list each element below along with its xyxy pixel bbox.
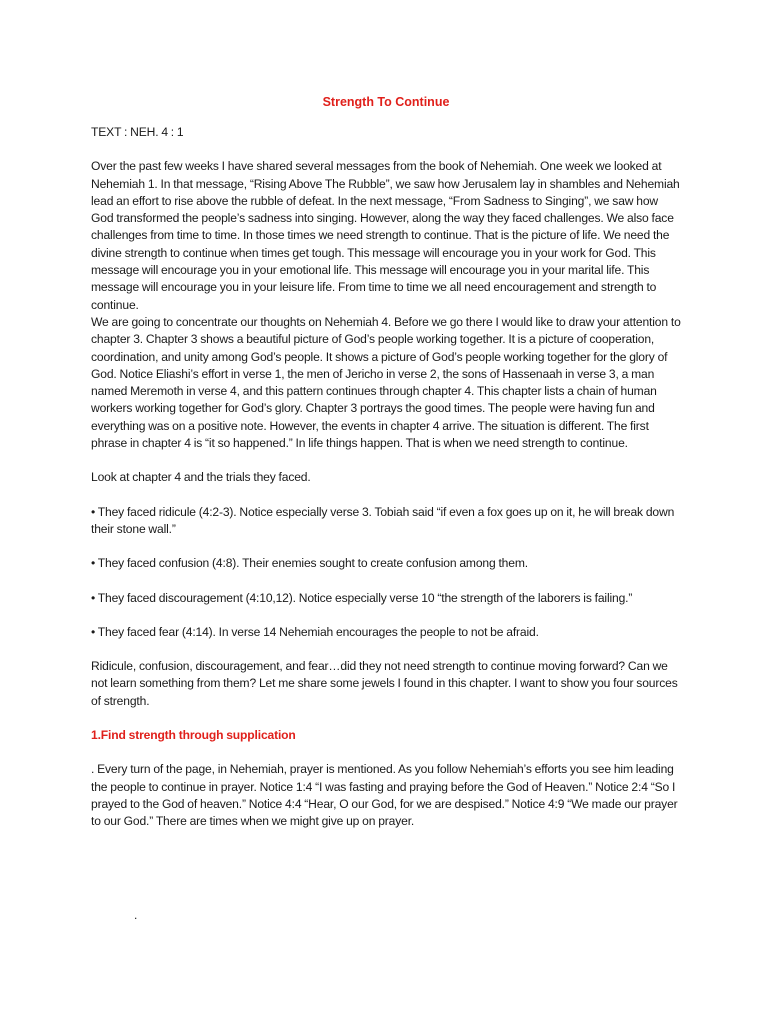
paragraph-intro: Over the past few weeks I have shared several messages from the book of Nehemiah. One week we looked at Nehemiah 1. In that message, “Rising Above The Rubble”, we saw how Jerusalem lay in shambles and Nehemiah lead an effort to rise above the rubble of defeat. In the next message, “From Sadness to Singing”, we saw how God transformed the people’s sadness into singing. However, along the way they faced challenges. We also face challenges from time to time. In those times we need strength to continue. That is the picture of life. We need the divine strength to continue when times get tough. This message will encourage you in your work for God. This message will encourage you in your emotional life. This message will encourage you in your marital life. This message will encourage you in your leisure life. From time to time we all need encouragement and strength to continue. — [91, 159, 680, 312]
paragraph-trials: Look at chapter 4 and the trials they faced. — [91, 470, 311, 485]
bullet-ridicule: • They faced ridicule (4:2-3). Notice especially verse 3. Tobiah said “if even a fox goes up on it, he will break down their stone wall.” — [91, 504, 675, 536]
bullet-fear: • They faced fear (4:14). In verse 14 Nehemiah encourages the people to not be afraid. — [91, 624, 539, 639]
paragraph-prayer: . Every turn of the page, in Nehemiah, prayer is mentioned. As you follow Nehemiah’s efforts you see him leading the people to continue in prayer. Notice 1:4 “I was fasting and praying before the God of Heaven.” Notice 2:4 “So I prayed to the God of heaven.” Notice 4:4 “Hear, O our God, for we are despised.” Notice 4:9 “We made our prayer to our God.” There are times when we might give up on prayer. — [91, 762, 678, 829]
document-page — [91, 94, 681, 831]
section-heading-supplication: 1.Find strength through supplication — [91, 728, 296, 743]
text-reference: TEXT : NEH. 4 : 1 — [91, 125, 184, 139]
paragraph-sources: Ridicule, confusion, discouragement, and fear…did they not need strength to continue moving forward? Can we not learn something from them? Let me share some jewels I found in this chapter. I want to show you four sources of strength. — [91, 659, 678, 708]
document-title: Strength To Continue — [322, 95, 450, 109]
bullet-discouragement: • They faced discouragement (4:10,12). Notice especially verse 10 “the strength of the laborers is failing.” — [91, 590, 633, 605]
trailing-dot: . — [134, 908, 138, 922]
bullet-confusion: • They faced confusion (4:8). Their enemies sought to create confusion among them. — [91, 556, 528, 571]
paragraph-chapter-3: We are going to concentrate our thoughts on Nehemiah 4. Before we go there I would like to draw your attention to chapter 3. Chapter 3 shows a beautiful picture of God’s people working together. It is a picture of cooperation, coordination, and unity among God’s people. It shows a picture of God’s people working together for the glory of God. Notice Eliashi’s effort in verse 1, the men of Jericho in verse 2, the sons of Hassenaah in verse 3, a man named Meremoth in verse 4, and this pattern continues through chapter 4. This chapter lists a chain of human workers working together for God’s glory. Chapter 3 portrays the good times. The people were having fun and everything was on a positive note. However, the events in chapter 4 arrive. The situation is different. The first phrase in chapter 4 is “it so happened.” In life things happen. That is when we need strength to continue. — [91, 314, 681, 451]
